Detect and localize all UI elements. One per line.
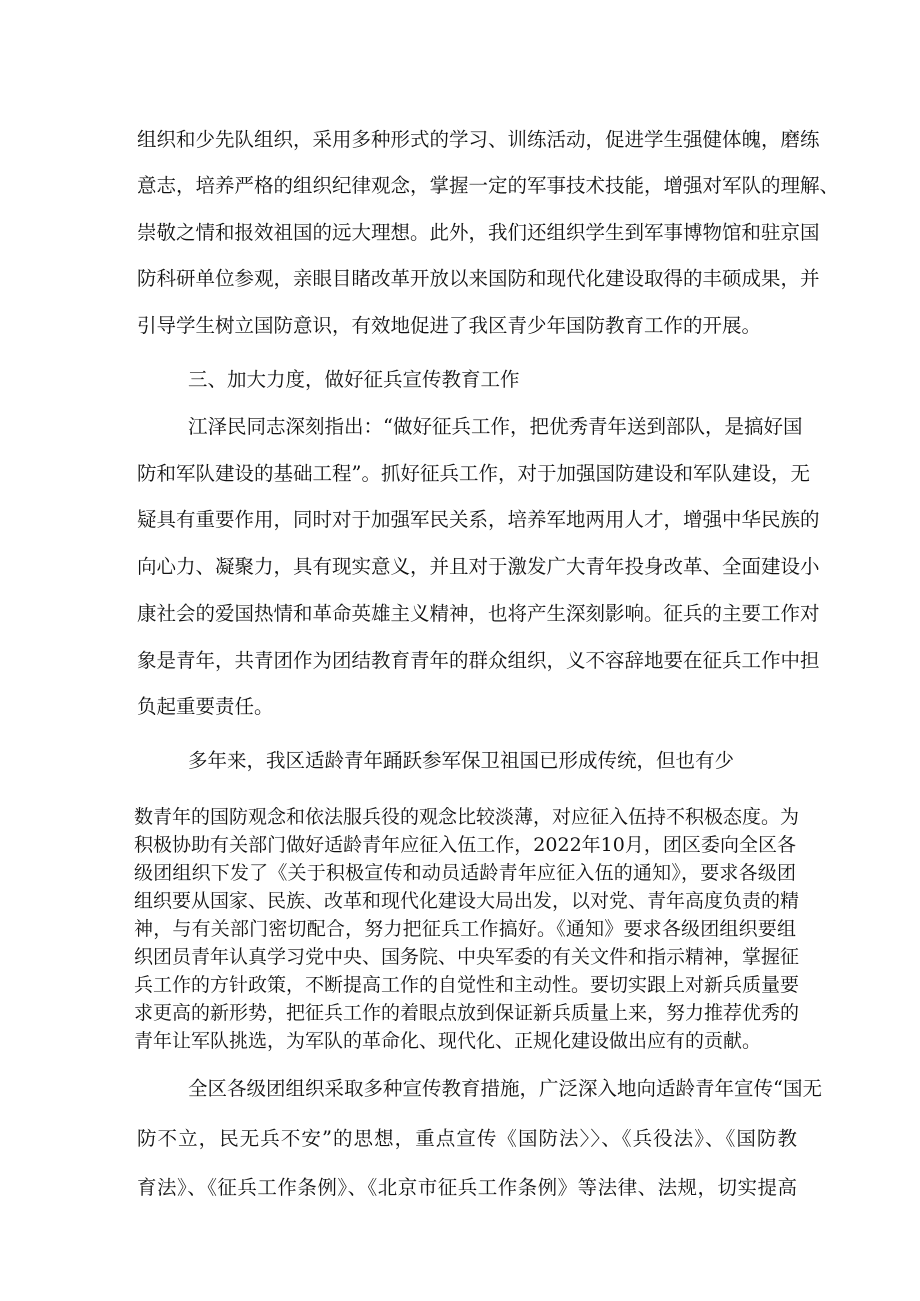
paragraph-line: 兵工作的方针政策，不断提高工作的自觉性和主动性。要切实跟上对新兵质量要	[134, 974, 800, 996]
paragraph-line: 向心力、凝聚力，具有现实意义，并且对于激发广大青年投身改革、全面建设小	[137, 555, 820, 578]
paragraph-line: 求更高的新形势，把征兵工作的着眼点放到保证新兵质量上来，努力推荐优秀的	[134, 1002, 800, 1024]
paragraph-line: 象是青年，共青团作为团结教育青年的群众组织，义不容辞地要在征兵工作中担	[137, 649, 820, 672]
paragraph-line: 数青年的国防观念和依法服兵役的观念比较淡薄，对应征入伍持不积极态度。为	[134, 806, 800, 828]
section-heading: 三、加大力度，做好征兵宣传教育工作	[188, 368, 520, 391]
paragraph-line: 负起重要责任。	[137, 695, 274, 718]
paragraph-line: 全区各级团组织采取多种宣传教育措施，广泛深入地向适龄青年宣传“国无	[188, 1077, 822, 1100]
paragraph-line: 组织和少先队组织，采用多种形式的学习、训练活动，促进学生强健体魄，磨练	[137, 128, 820, 151]
paragraph-line: 组织要从国家、民族、改革和现代化建设大局出发，以对党、青年高度负责的精	[134, 890, 800, 912]
paragraph-line: 崇敬之情和报效祖国的远大理想。此外，我们还组织学生到军事博物馆和驻京国	[137, 221, 820, 244]
paragraph-line: 意志，培养严格的组织纪律观念，掌握一定的军事技术技能，增强对军队的理解、	[137, 174, 840, 197]
paragraph-line: 防和军队建设的基础工程”。抓好征兵工作，对于加强国防建设和军队建设，无	[137, 462, 810, 485]
paragraph-line: 疑具有重要作用，同时对于加强军民关系，培养军地两用人才，增强中华民族的	[137, 508, 820, 531]
paragraph-line: 江泽民同志深刻指出：“做好征兵工作，把优秀青年送到部队，是搞好国	[188, 415, 803, 438]
paragraph-line: 多年来，我区适龄青年踊跃参军保卫祖国已形成传统，但也有少	[188, 749, 735, 772]
paragraph-line: 积极协助有关部门做好适龄青年应征入伍工作，2022年10月，团区委向全区各	[134, 834, 796, 856]
paragraph-line: 防不立，民无兵不安”的思想，重点宣传《国防法〉〉、《兵役法》、《国防教	[137, 1127, 797, 1150]
paragraph-line: 织团员青年认真学习党中央、国务院、中央军委的有关文件和指示精神，掌握征	[134, 946, 800, 968]
paragraph-line: 青年让军队挑选，为军队的革命化、现代化、正规化建设做出应有的贡献。	[134, 1030, 762, 1052]
paragraph-line: 育法》、《征兵工作条例》、《北京市征兵工作条例》等法律、法规，切实提高	[137, 1176, 797, 1199]
paragraph-line: 防科研单位参观，亲眼目睹改革开放以来国防和现代化建设取得的丰硕成果，并	[137, 267, 820, 290]
paragraph-line: 康社会的爱国热情和革命英雄主义精神，也将产生深刻影响。征兵的主要工作对	[137, 602, 820, 625]
paragraph-line: 级团组织下发了《关于积极宣传和动员适龄青年应征入伍的通知》，要求各级团	[134, 862, 796, 884]
paragraph-line: 引导学生树立国防意识，有效地促进了我区青少年国防教育工作的开展。	[137, 314, 762, 337]
paragraph-line: 神，与有关部门密切配合，努力把征兵工作搞好。《通知》要求各级团组织要组	[134, 918, 796, 940]
